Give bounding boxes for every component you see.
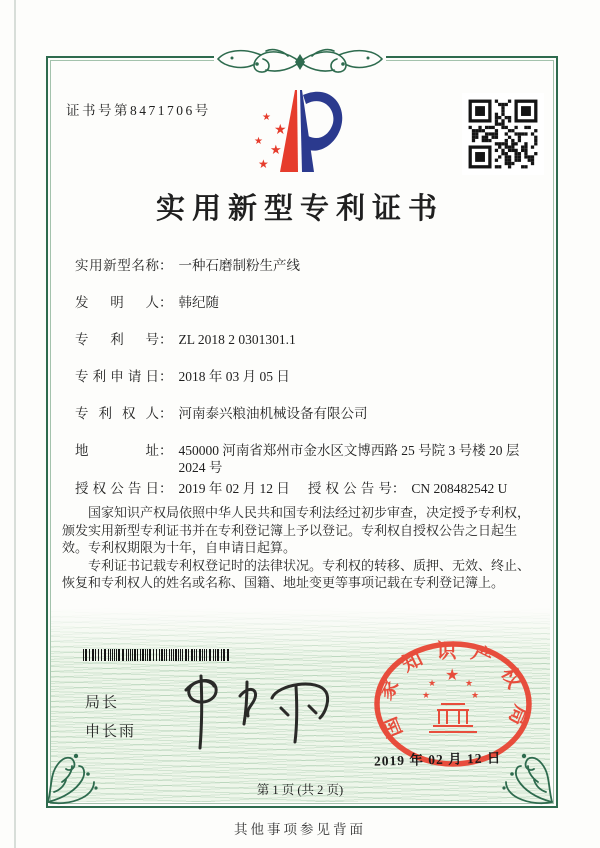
field-label: 授权公告号 [307,481,392,496]
legal-paragraph-1: 国家知识产权局依照中华人民共和国专利法经过初步审查，决定授予专利权，颁发实用新型专利证书并在专利登记簿上予以登记。专利权自授权公告之日起生效。专利权期限为十年，自申请日起算。 [62,505,531,556]
field-value: 450000 河南省郑州市金水区文博西路 25 号院 3 号楼 20 层 2024 号 [178,443,520,475]
field-inventor: 发明人 ： 韩纪随 [75,295,219,310]
field-label: 地址 [75,443,159,458]
director-title: 局长 [85,695,120,711]
seal-arc-text: 国家知识产权局 [373,640,533,741]
field-patent-number: 专利号 ： ZL 2018 2 0301301.1 [75,332,296,347]
field-value: 2018 年 03 月 05 日 [178,369,290,384]
qr-code [462,93,544,175]
field-label: 专利号 [75,332,159,347]
svg-text:★: ★ [254,136,263,147]
legal-paragraphs [62,504,540,592]
certificate-fields [75,257,530,517]
field-patentee: 专利权人 ： 河南泰兴粮油机械设备有限公司 [75,406,368,421]
svg-text:★: ★ [428,679,437,689]
field-address: 地址 ： 450000 河南省郑州市金水区文博西路 25 号院 3 号楼 20 层 2024 号 [75,442,530,476]
field-value: 韩纪随 [178,295,219,310]
field-grant-number: 授权公告号 ： CN 208482542 U [307,481,508,496]
legal-paragraph-2: 专利证书记载专利权登记时的法律状况。专利权的转移、质押、无效、终止、恢复和专利权人的姓名或名称、国籍、地址变更等事项记载在专利登记簿上。 [62,557,531,591]
svg-text:★: ★ [465,679,474,689]
svg-text:★: ★ [270,143,282,158]
field-value: 2019 年 02 月 12 日 [178,481,290,496]
svg-text:★: ★ [262,112,271,123]
field-utility-model-name: 实用新型名称 ： 一种石磨制粉生产线 [75,258,300,273]
svg-text:★: ★ [422,691,431,701]
director-signature [168,668,338,756]
field-label: 授权公告日 [75,481,159,496]
svg-text:★: ★ [445,665,460,684]
field-label: 专利权人 [75,406,159,421]
barcode [83,649,231,661]
field-label: 发明人 [75,295,159,310]
director-block [85,689,136,747]
back-side-note: 其他事项参见背面 [234,822,366,837]
certificate-number: 证书号第8471706号 [66,103,211,118]
certificate-title: 实用新型专利证书 [155,193,444,225]
field-label: 实用新型名称 [75,258,159,273]
field-value: CN 208482542 U [411,481,508,496]
svg-text:★: ★ [258,157,269,171]
field-filing-date: 专利申请日 ： 2018 年 03 月 05 日 [75,369,290,384]
field-label: 专利申请日 [75,369,159,384]
field-value: ZL 2018 2 0301301.1 [178,332,296,347]
field-grant-row: 授权公告日 ： 2019 年 02 月 12 日 授权公告号 ： CN 208482542 U [75,481,508,496]
page-number: 第 1 页 (共 2 页) [256,783,344,797]
seal-date: 2019 年 02 月 12 日 [373,750,502,769]
svg-text:★: ★ [471,691,480,701]
field-value: 一种石磨制粉生产线 [178,258,300,273]
field-value: 河南泰兴粮油机械设备有限公司 [178,406,368,421]
svg-text:★: ★ [274,122,287,138]
cnipa-logo-icon [250,84,350,179]
director-name: 申长雨 [85,724,137,740]
